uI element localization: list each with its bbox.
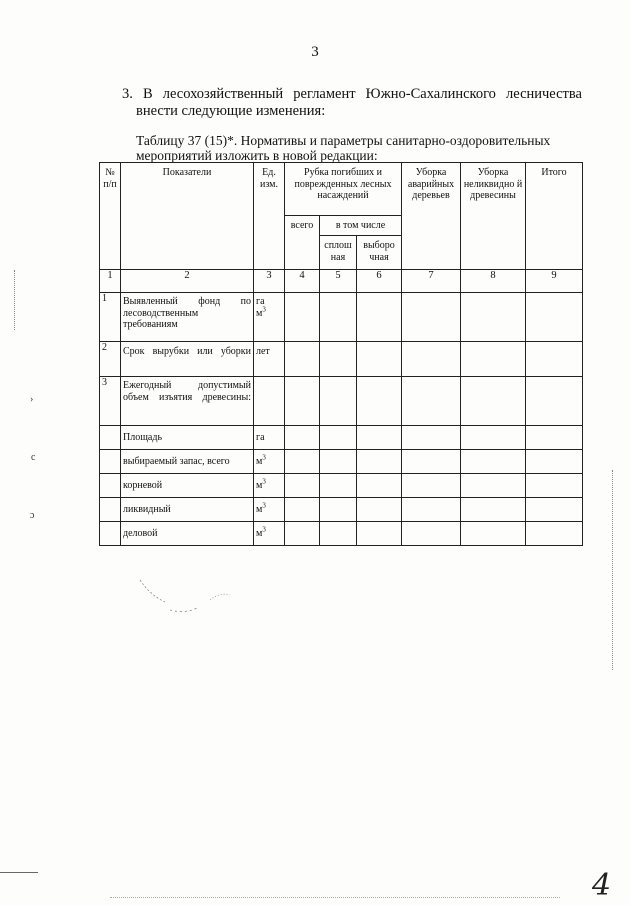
row-label: ликвидный: [121, 498, 254, 522]
data-cell: [402, 450, 461, 474]
data-cell: [320, 377, 357, 426]
data-cell: [285, 498, 320, 522]
row-label: выбираемый запас, всего: [121, 450, 254, 474]
data-cell: [526, 474, 583, 498]
header-unit: Ед. изм.: [254, 163, 285, 270]
table-row: [100, 498, 583, 522]
data-cell: [320, 426, 357, 450]
data-cell: [320, 522, 357, 546]
faint-signature-mark: [135, 570, 245, 620]
paragraph-word: лесохозяйственный: [162, 86, 284, 102]
data-cell: [285, 522, 320, 546]
unit-superscript: 3: [262, 453, 266, 462]
scan-line: [110, 897, 560, 898]
column-number: 3: [254, 270, 285, 293]
row-unit: [254, 498, 285, 522]
header-total-all: всего: [285, 216, 320, 270]
page-number: 3: [311, 44, 319, 60]
table-row: [100, 450, 583, 474]
amendment-paragraph: [122, 86, 582, 120]
paragraph-word: В: [142, 86, 153, 102]
unit-text: м: [256, 455, 263, 467]
data-cell: [461, 426, 526, 450]
header-clear-felling: сплош ная: [320, 236, 357, 270]
row-label: Выявленный фонд по лесоводственным требованиям: [121, 293, 254, 342]
column-number: 7: [402, 270, 461, 293]
row-label: Срок вырубки или уборки: [121, 342, 254, 377]
data-cell: [285, 474, 320, 498]
table-row: [100, 522, 583, 546]
data-cell: [461, 342, 526, 377]
caption-line-2: мероприятий изложить в новой редакции:: [136, 147, 378, 163]
paragraph-line-2: внести следующие изменения:: [136, 103, 326, 119]
table-caption: [136, 134, 576, 163]
row-label: деловой: [121, 522, 254, 546]
sanitary-measures-table: [99, 162, 583, 546]
row-num: 1: [100, 293, 121, 342]
data-cell: [526, 450, 583, 474]
data-cell: [526, 426, 583, 450]
data-cell: [402, 498, 461, 522]
row-unit: [254, 522, 285, 546]
data-cell: [357, 474, 402, 498]
scan-line: [0, 872, 38, 873]
data-cell: [320, 498, 357, 522]
header-indicators: Показатели: [121, 163, 254, 270]
column-number: 1: [100, 270, 121, 293]
data-cell: [461, 377, 526, 426]
header-illiquid: Уборка неликвидно й древесины: [461, 163, 526, 270]
row-num: [100, 474, 121, 498]
table-row: [100, 426, 583, 450]
table-row: [100, 293, 583, 342]
data-cell: [526, 377, 583, 426]
data-cell: [526, 498, 583, 522]
row-unit: [254, 293, 285, 342]
data-cell: [461, 522, 526, 546]
row-unit: га: [254, 426, 285, 450]
data-cell: [402, 342, 461, 377]
scan-artifact: [612, 470, 614, 670]
table-row: [100, 342, 583, 377]
paragraph-word: лесничества: [506, 86, 582, 102]
table-row: [100, 474, 583, 498]
scan-speck: ɔ: [30, 510, 35, 521]
unit-superscript: 3: [262, 477, 266, 486]
header-selective-felling: выборо чная: [357, 236, 402, 270]
data-cell: [285, 450, 320, 474]
table-row: [100, 377, 583, 426]
data-cell: [357, 426, 402, 450]
data-cell: [285, 342, 320, 377]
data-cell: [285, 377, 320, 426]
header-felling: Рубка погибших и поврежденных лесных насаждений: [285, 163, 402, 216]
unit-text: га: [256, 296, 265, 307]
row-label: Площадь: [121, 426, 254, 450]
header-itogo: Итого: [526, 163, 583, 270]
data-cell: [285, 426, 320, 450]
row-num: 3: [100, 377, 121, 426]
data-cell: [526, 293, 583, 342]
data-cell: [461, 450, 526, 474]
data-cell: [402, 377, 461, 426]
unit-text: м: [256, 479, 263, 491]
data-cell: [402, 293, 461, 342]
row-unit: [254, 377, 285, 426]
data-cell: [357, 522, 402, 546]
data-cell: [357, 450, 402, 474]
unit-text: м: [256, 527, 263, 539]
paragraph-word: Южно-Сахалинского: [365, 86, 496, 102]
row-num: [100, 498, 121, 522]
row-label: корневой: [121, 474, 254, 498]
row-unit: [254, 450, 285, 474]
row-num: [100, 450, 121, 474]
data-cell: [526, 342, 583, 377]
handwritten-page-number: 4: [592, 868, 612, 903]
data-cell: [320, 342, 357, 377]
paragraph-word: 3.: [122, 86, 133, 102]
scan-speck: c: [31, 452, 36, 463]
data-cell: [357, 293, 402, 342]
scan-artifact: [14, 270, 16, 330]
header-emergency: Уборка аварийных деревьев: [402, 163, 461, 270]
data-cell: [357, 377, 402, 426]
data-cell: [402, 426, 461, 450]
unit-superscript: 3: [262, 501, 266, 510]
row-label: Ежегодный допустимый объем изъятия древесины:: [121, 377, 254, 426]
data-cell: [461, 474, 526, 498]
data-cell: [320, 450, 357, 474]
data-cell: [320, 474, 357, 498]
row-num: [100, 426, 121, 450]
row-num: 2: [100, 342, 121, 377]
column-number: 9: [526, 270, 583, 293]
caption-line-1: Таблицу 37 (15)*. Нормативы и параметры санитарно-оздоровительных: [136, 133, 551, 148]
column-number: 8: [461, 270, 526, 293]
unit-text: м: [256, 503, 263, 515]
column-number: 4: [285, 270, 320, 293]
paragraph-line-1: [122, 86, 582, 103]
row-unit: лет: [254, 342, 285, 377]
data-cell: [285, 293, 320, 342]
data-cell: [320, 293, 357, 342]
data-cell: [461, 498, 526, 522]
row-unit: [254, 474, 285, 498]
column-number: 2: [121, 270, 254, 293]
column-number: 6: [357, 270, 402, 293]
data-cell: [357, 498, 402, 522]
data-cell: [402, 522, 461, 546]
unit-text: м: [256, 307, 263, 319]
data-cell: [357, 342, 402, 377]
unit-superscript: 3: [262, 305, 266, 314]
data-cell: [461, 293, 526, 342]
paragraph-word: регламент: [293, 86, 356, 102]
data-cell: [402, 474, 461, 498]
scan-speck: ›: [30, 394, 34, 405]
data-cell: [526, 522, 583, 546]
header-num: № п/п: [100, 163, 121, 270]
header-including: в том числе: [320, 216, 402, 236]
column-number: 5: [320, 270, 357, 293]
unit-superscript: 3: [262, 525, 266, 534]
row-num: [100, 522, 121, 546]
